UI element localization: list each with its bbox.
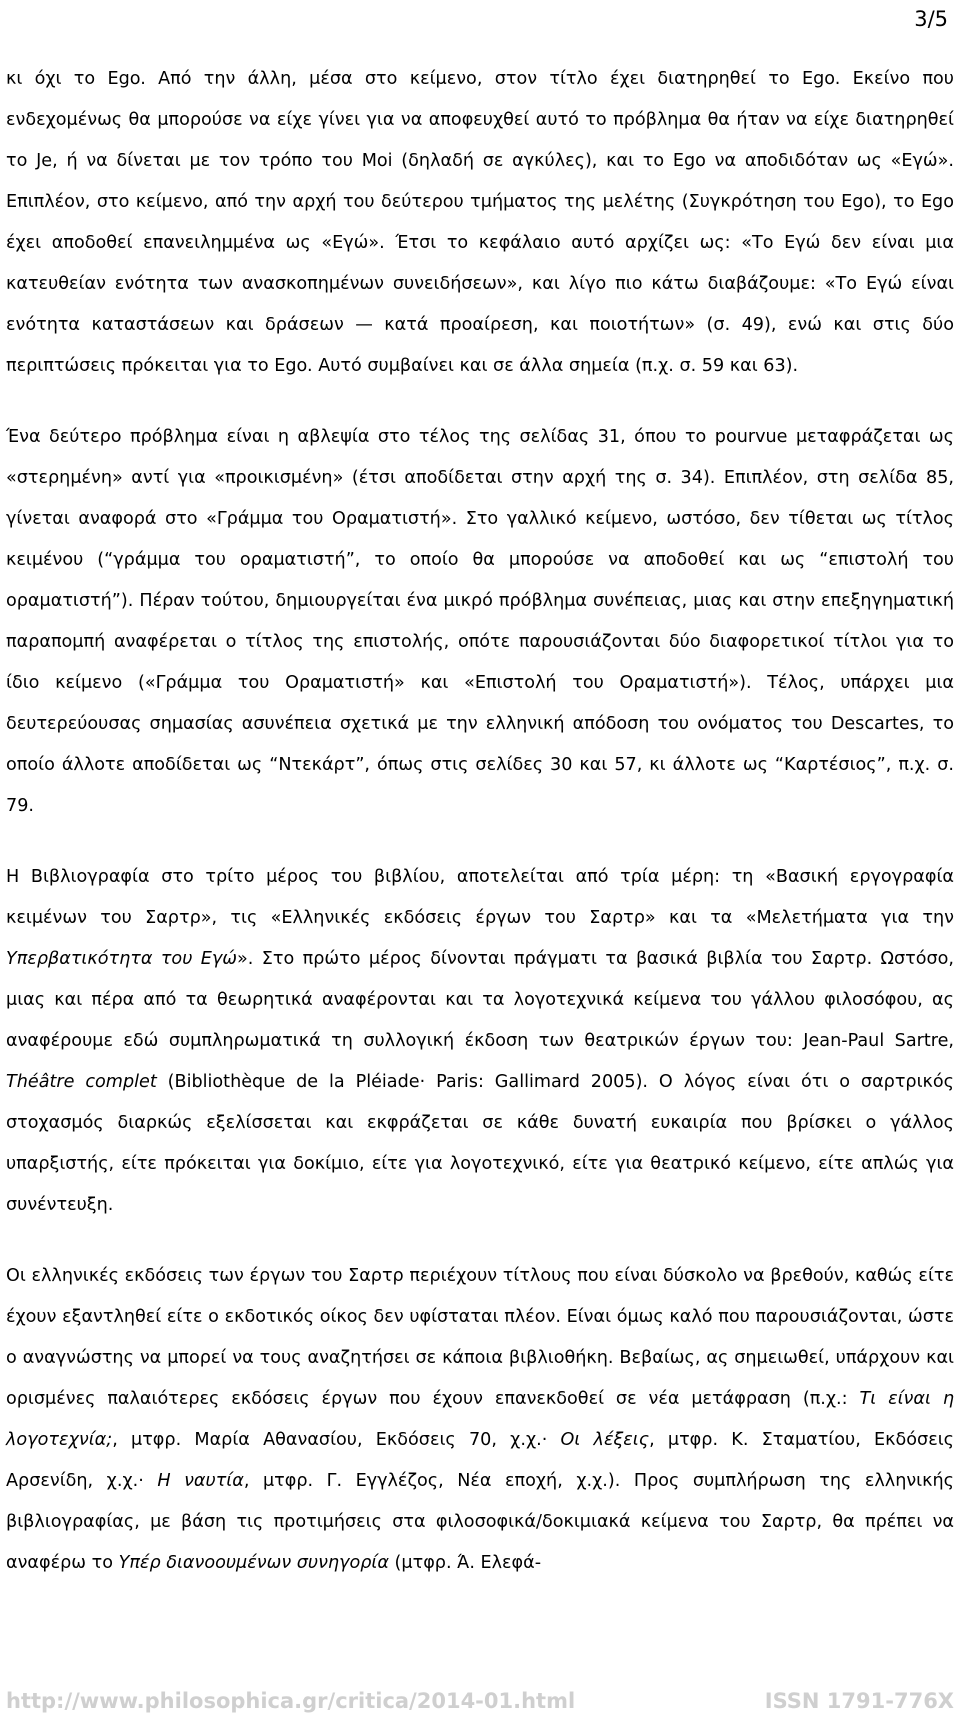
footer	[6, 1686, 954, 1716]
text-run: (μτφρ. Ά. Ελεφά-	[388, 1553, 542, 1573]
italic-title: Η ναυτία	[157, 1471, 244, 1491]
text-run: ». Στο πρώτο μέρος δίνονται πράγματι τα βασικά βιβλία του Σαρτρ. Ωστόσο, μιας και πέρα από τα θεωρητικά αναφέρονται και τα λογοτεχνικά κείμενα του γάλλου φιλοσόφου, ας αναφέρουμε εδώ συμπληρωματικά τη συλλογική έκδοση των θεατρικών έργων του: Jean-Paul Sartre,	[6, 949, 955, 1051]
italic-title: Υπερβατικότητα του Εγώ	[6, 949, 238, 969]
body-text	[6, 59, 954, 1584]
text-run: κι όχι το Ego. Από την άλλη, μέσα στο κείμενο, στον τίτλο έχει διατηρηθεί το Ego. Εκείνο που ενδεχομένως θα μπορούσε να είχε γίνει για να αποφευχθεί αυτό το πρόβλημα θα ήταν να είχε διατηρηθεί το Je, ή να δίνεται με τον τρόπο του Moi (δηλαδή σε αγκύλες), και το Ego να αποδιδόταν ως «Εγώ». Επιπλέον, στο κείμενο, από την αρχή του δεύτερου τμήματος της μελέτης (Συγκρότηση του Ego), το Ego έχει αποδοθεί επανειλημμένα ως «Εγώ». Έτσι το κεφάλαιο αυτό αρχίζει ως: «Το Εγώ δεν είναι μια κατευθείαν ενότητα των ανασκοπημένων συνειδήσεων», και λίγο πιο κάτω διαβάζουμε: «Το Εγώ είναι ενότητα καταστάσεων και δράσεων — κατά προαίρεση, και ποιοτήτων» (σ. 49), ενώ και στις δύο περιπτώσεις πρόκειται για το Ego. Αυτό συμβαίνει και σε άλλα σημεία (π.χ. σ. 59 και 63).	[6, 69, 954, 376]
paragraph-ego-translation	[6, 59, 954, 387]
paragraph-greek-editions	[6, 1256, 954, 1584]
text-run: (Bibliothèque de la Pléiade· Paris: Gallimard 2005). Ο λόγος είναι ότι ο σαρτρικός στοχασμός διαρκώς εξελίσσεται και εκφράζεται σε κάθε δυνατή ευκαιρία που βρίσκει ο γάλλος υπαρξιστής, είτε πρόκειται για δοκίμιο, είτε για λογοτεχνικό, είτε για θεατρικό κείμενο, είτε απλώς για συνέντευξη.	[6, 1072, 955, 1215]
italic-title: Υπέρ διανοουμένων συνηγορία	[118, 1553, 389, 1573]
text-run: , μτφρ. Γ. Εγγλέζος, Νέα εποχή, χ.χ.). Προς συμπλήρωση της ελληνικής βιβλιογραφίας, με βάση τις προτιμήσεις στα φιλοσοφικά/δοκιμιακά κείμενα του Σαρτρ, θα πρέπει να αναφέρω το	[6, 1471, 954, 1573]
italic-title: Théâtre complet	[6, 1072, 157, 1092]
paragraph-bibliography	[6, 857, 954, 1226]
italic-title: Οι λέξεις	[560, 1430, 650, 1450]
page-number: 3/5	[914, 7, 948, 31]
text-run: , μτφρ. Μαρία Αθανασίου, Εκδόσεις 70, χ.χ.·	[112, 1430, 561, 1450]
italic-title: Τι είναι η λογοτεχνία;	[6, 1389, 954, 1450]
paragraph-second-problem	[6, 417, 954, 827]
text-run: Ένα δεύτερο πρόβλημα είναι η αβλεψία στο τέλος της σελίδας 31, όπου το pourvue μεταφράζεται ως «στερημένη» αντί για «προικισμένη» (έτσι αποδίδεται στην αρχή της σ. 34). Επιπλέον, στη σελίδα 85, γίνεται αναφορά στο «Γράμμα του Οραματιστή». Στο γαλλικό κείμενο, ωστόσο, δεν τίθεται ως τίτλος κειμένου (“γράμμα του οραματιστή”, το οποίο θα μπορούσε να αποδοθεί και ως “επιστολή του οραματιστή”). Πέραν τούτου, δημιουργείται ένα μικρό πρόβλημα συνέπειας, μιας και στην επεξηγηματική παραπομπή αναφέρεται ο τίτλος της επιστολής, οπότε παρουσιάζονται δύο διαφορετικοί τίτλοι για το ίδιο κείμενο («Γράμμα του Οραματιστή» και «Επιστολή του Οραματιστή»). Τέλος, υπάρχει μια δευτερεύουσας σημασίας ασυνέπεια σχετικά με την ελληνική απόδοση του ονόματος του Descartes, το οποίο άλλοτε αποδίδεται ως “Ντεκάρτ”, όπως στις σελίδες 30 και 57, κι άλλοτε ως “Καρτέσιος”, π.χ. σ. 79.	[6, 427, 954, 816]
footer-issn: ISSN 1791-776X	[764, 1689, 954, 1713]
text-run: , μτφρ. Κ. Σταματίου, Εκδόσεις Αρσενίδη, χ.χ.·	[6, 1430, 954, 1491]
text-run: Η Βιβλιογραφία στο τρίτο μέρος του βιβλίου, αποτελείται από τρία μέρη: τη «Βασική εργογραφία κειμένων του Σαρτρ», τις «Ελληνικές εκδόσεις έργων του Σαρτρ» και τα «Μελετήματα για την	[6, 867, 954, 928]
text-run: Οι ελληνικές εκδόσεις των έργων του Σαρτρ περιέχουν τίτλους που είναι δύσκολο να βρεθούν, καθώς είτε έχουν εξαντληθεί είτε ο εκδοτικός οίκος δεν υφίσταται πλέον. Είναι όμως καλό που παρουσιάζονται, ώστε ο αναγνώστης να μπορεί να τους αναζητήσει σε κάποια βιβλιοθήκη. Βεβαίως, ας σημειωθεί, υπάρχουν και ορισμένες παλαιότερες εκδόσεις έργων που έχουν επανεκδοθεί σε νέα μετάφραση (π.χ.:	[6, 1266, 954, 1409]
footer-url-link[interactable]: http://www.philosophica.gr/critica/2014-01.html	[6, 1689, 576, 1713]
